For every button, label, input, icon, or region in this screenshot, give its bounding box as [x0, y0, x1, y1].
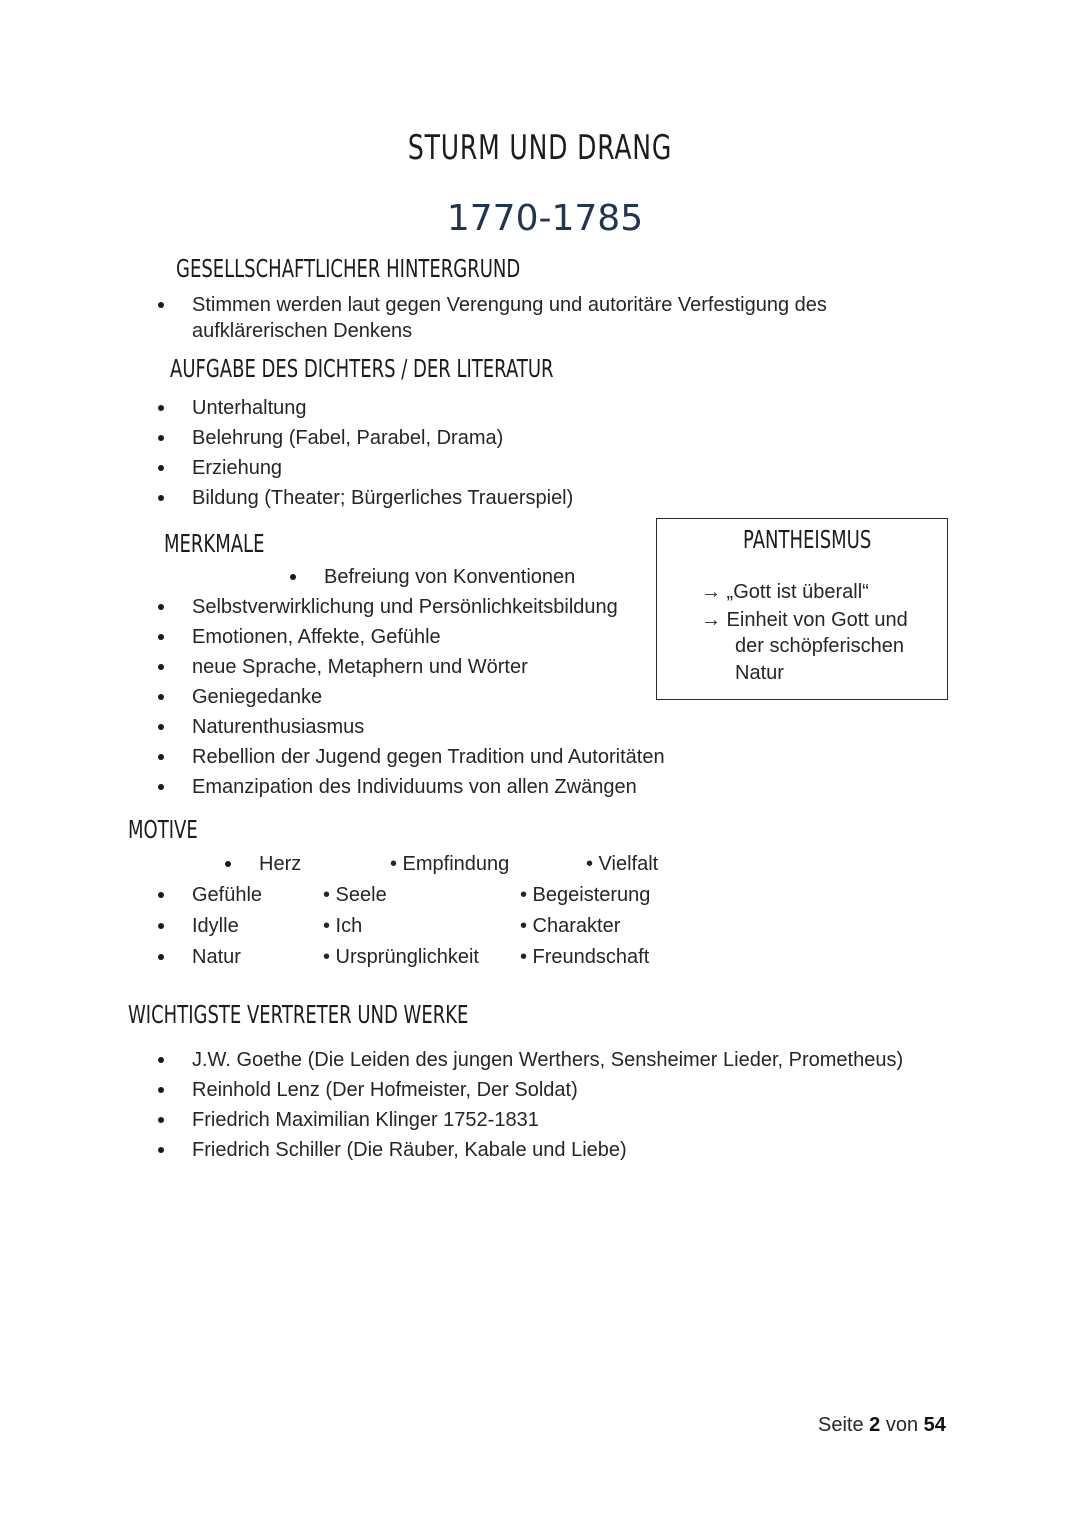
motif-item: • Freundschaft — [520, 946, 650, 968]
page-number — [818, 1414, 946, 1437]
feature-item: Naturenthusiasmus — [192, 716, 365, 738]
pantheism-line-1: → „Gott ist überall“ — [701, 581, 869, 603]
motif-item: • Begeisterung — [520, 884, 651, 906]
motif-item: Natur — [192, 946, 241, 968]
background-line-1: Stimmen werden laut gegen Verengung und autoritäre Verfestigung des — [192, 294, 827, 316]
task-item: Belehrung (Fabel, Parabel, Drama) — [192, 427, 504, 449]
pantheism-line-2: → Einheit von Gott und — [701, 609, 908, 631]
task-item: Unterhaltung — [192, 397, 307, 419]
page-middle: von — [885, 1414, 919, 1436]
background-line-2: aufklärerischen Denkens — [192, 320, 413, 342]
period-years: 1770-1785 — [446, 198, 644, 239]
motif-item: • Empfindung — [390, 853, 510, 875]
representative-item: Friedrich Maximilian Klinger 1752-1831 — [192, 1109, 539, 1131]
feature-item: Rebellion der Jugend gegen Tradition und Autoritäten — [192, 746, 665, 768]
motif-item: • Seele — [323, 884, 387, 906]
total-pages: 54 — [923, 1414, 946, 1436]
representative-item: Friedrich Schiller (Die Räuber, Kabale und Liebe) — [192, 1139, 627, 1161]
motif-item: Gefühle — [192, 884, 263, 906]
representative-item: Reinhold Lenz (Der Hofmeister, Der Soldat) — [192, 1079, 578, 1101]
feature-item: Emanzipation des Individuums von allen Zwängen — [192, 776, 637, 798]
task-heading: AUFGABE DES DICHTERS / DER LITERATUR — [170, 354, 554, 383]
page-prefix: Seite — [818, 1414, 864, 1436]
task-item: Bildung (Theater; Bürgerliches Trauerspiel) — [192, 487, 574, 509]
page-title: STURM UND DRANG — [407, 128, 673, 168]
pantheism-box — [656, 518, 948, 700]
feature-item: Selbstverwirklichung und Persönlichkeitsbildung — [192, 596, 618, 618]
motif-item: • Vielfalt — [586, 853, 659, 875]
motif-item: • Ich — [323, 915, 363, 937]
task-item: Erziehung — [192, 457, 283, 479]
motif-item: • Ursprünglichkeit — [323, 946, 479, 968]
pantheism-heading: PANTHEISMUS — [743, 525, 872, 554]
pantheism-line-3: der schöpferischen — [735, 635, 904, 657]
current-page: 2 — [869, 1414, 881, 1436]
feature-item: Geniegedanke — [192, 686, 323, 708]
motifs-heading: MOTIVE — [128, 815, 198, 844]
pantheism-line-4: Natur — [735, 662, 784, 684]
feature-item: neue Sprache, Metaphern und Wörter — [192, 656, 528, 678]
motif-item: Idylle — [192, 915, 239, 937]
features-heading: MERKMALE — [164, 529, 265, 558]
motif-item: Herz — [259, 853, 302, 875]
feature-item: Emotionen, Affekte, Gefühle — [192, 626, 441, 648]
motif-item: • Charakter — [520, 915, 621, 937]
representative-item: J.W. Goethe (Die Leiden des jungen Werthers, Sensheimer Lieder, Prometheus) — [192, 1049, 904, 1071]
feature-item: Befreiung von Konventionen — [324, 566, 576, 588]
background-heading: GESELLSCHAFTLICHER HINTERGRUND — [176, 254, 521, 283]
representatives-heading: WICHTIGSTE VERTRETER UND WERKE — [128, 1000, 469, 1029]
